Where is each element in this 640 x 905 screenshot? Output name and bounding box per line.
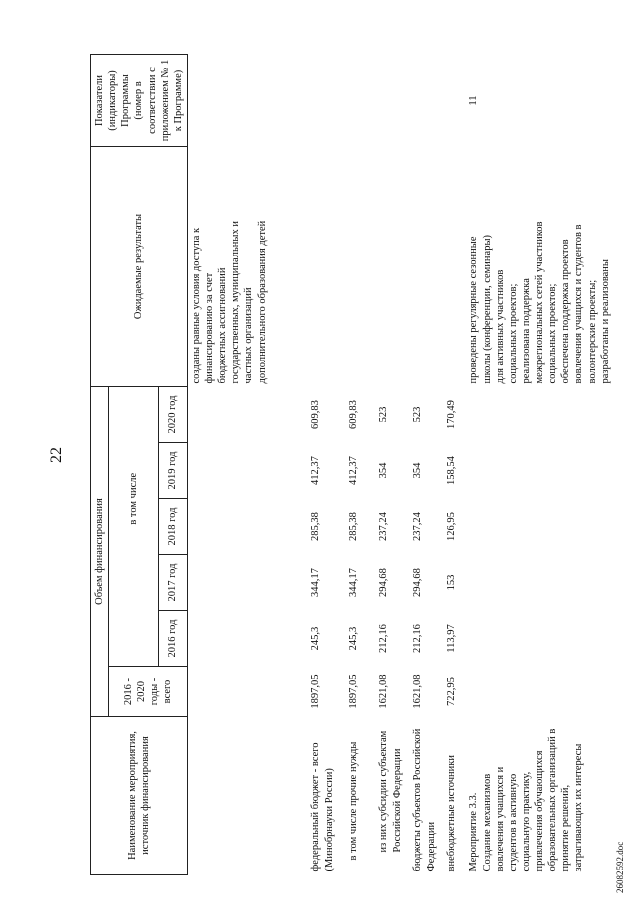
header-year-2019: 2019 год [159,443,188,499]
header-year-2018: 2018 год [159,499,188,555]
measure-name: Мероприятие 3.3. Создание механизмов вовлечения учащихся и студентов в активную социальную практику, привлечения обучающихся образовательных организаций в принятие решений, затрагивающих их интересы [468,728,585,872]
header-year-2020: 2020 год [159,387,188,443]
table-row: федеральный бюджет - всего (Минобрнауки России) 1897,05 245,3 344,17 285,38 412,37 609,83 [310,400,335,872]
table-row: бюджеты субъектов Российской Федерации 1621,08 212,16 294,68 237,24 354 523 [412,406,437,872]
expected-results-first: созданы равные условия доступа к финансированию за счет бюджетных ассигнований государственных, муниципальных и частных организаций дополнительного образования детей [190,220,268,384]
footer-doc-code: 26082592.doc [615,841,625,893]
header-funding: Объем финансирования [91,387,109,717]
funding-table [90,54,614,875]
measure-results: проведены регулярные сезонные школы (конференции, семинары) для активных участников социальных проектов; реализована поддержка межрегиональных сетей участников социальных проектов; обеспечена поддержка проектов вовлечения учащихся и студентов в волонтерские проекты; разработаны и реализованы [468,221,611,384]
header-including: в том числе [109,387,159,611]
table-row: внебюджетные источники 722,95 113,97 153 126,95 158,54 170,49 [446,400,458,872]
table-row: в том числе прочие нужды 1897,05 245,3 344,17 285,38 412,37 609,83 [348,400,360,861]
page-number: 22 [48,447,65,463]
header-year-2017: 2017 год [159,555,188,611]
measure-row [465,55,613,875]
header-name: Наименование мероприятия, источник финансирования [91,717,188,875]
measure-indicator: 11 [468,95,480,106]
header-year-2016: 2016 год [159,611,188,667]
header-indicators: Показатели (индикаторы) Программы (номер в соответствии с приложением № 1 к Программе) [91,55,188,147]
header-total: 2016 - 2020 годы - всего [109,667,188,717]
header-expected: Ожидаемые результаты [91,147,188,387]
table-row: из них субсидии субъектам Российской Федерации 1621,08 212,16 294,68 237,24 354 523 [378,406,403,853]
